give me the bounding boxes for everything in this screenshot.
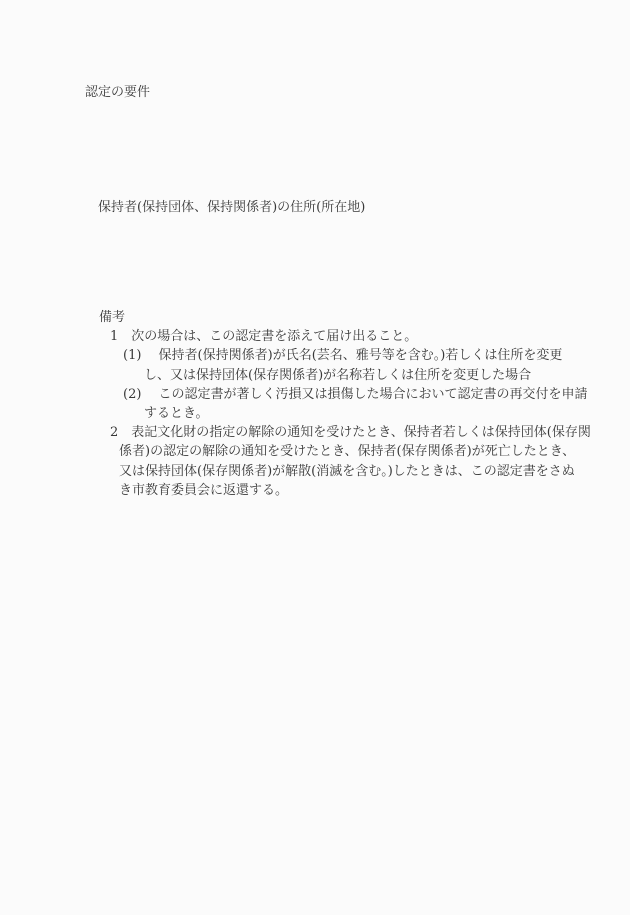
holder-address-label: 保持者(保持団体、保持関係者)の住所(所在地)	[98, 200, 366, 215]
remarks-line: 2 表記文化財の指定の解除の通知を受けたとき、保持者若しくは保持団体(保存関	[110, 425, 591, 441]
remarks-line: (2) この認定書が著しく汚損又は損傷した場合において認定書の再交付を申請	[123, 386, 588, 402]
remarks-line: (1) 保持者(保持関係者)が氏名(芸名、雅号等を含む。)若しくは住所を変更	[123, 348, 563, 364]
remarks-section	[0, 308, 630, 500]
remarks-line: 係者)の認定の解除の通知を受けたとき、保持者(保存関係者)が死亡したとき、	[119, 444, 576, 460]
page-title: 認定の要件	[85, 85, 151, 100]
remarks-line: するとき。	[144, 405, 209, 421]
remarks-line: し、又は保持団体(保存関係者)が名称若しくは住所を変更した場合	[144, 367, 532, 383]
remarks-heading: 備考	[99, 310, 126, 325]
remarks-line: 又は保持団体(保存関係者)が解散(消滅を含む。)したときは、この認定書をさぬ	[119, 463, 575, 479]
remarks-line: き市教育委員会に返還する。	[119, 482, 289, 498]
remarks-line: 1 次の場合は、この認定書を添えて届け出ること。	[110, 329, 418, 345]
